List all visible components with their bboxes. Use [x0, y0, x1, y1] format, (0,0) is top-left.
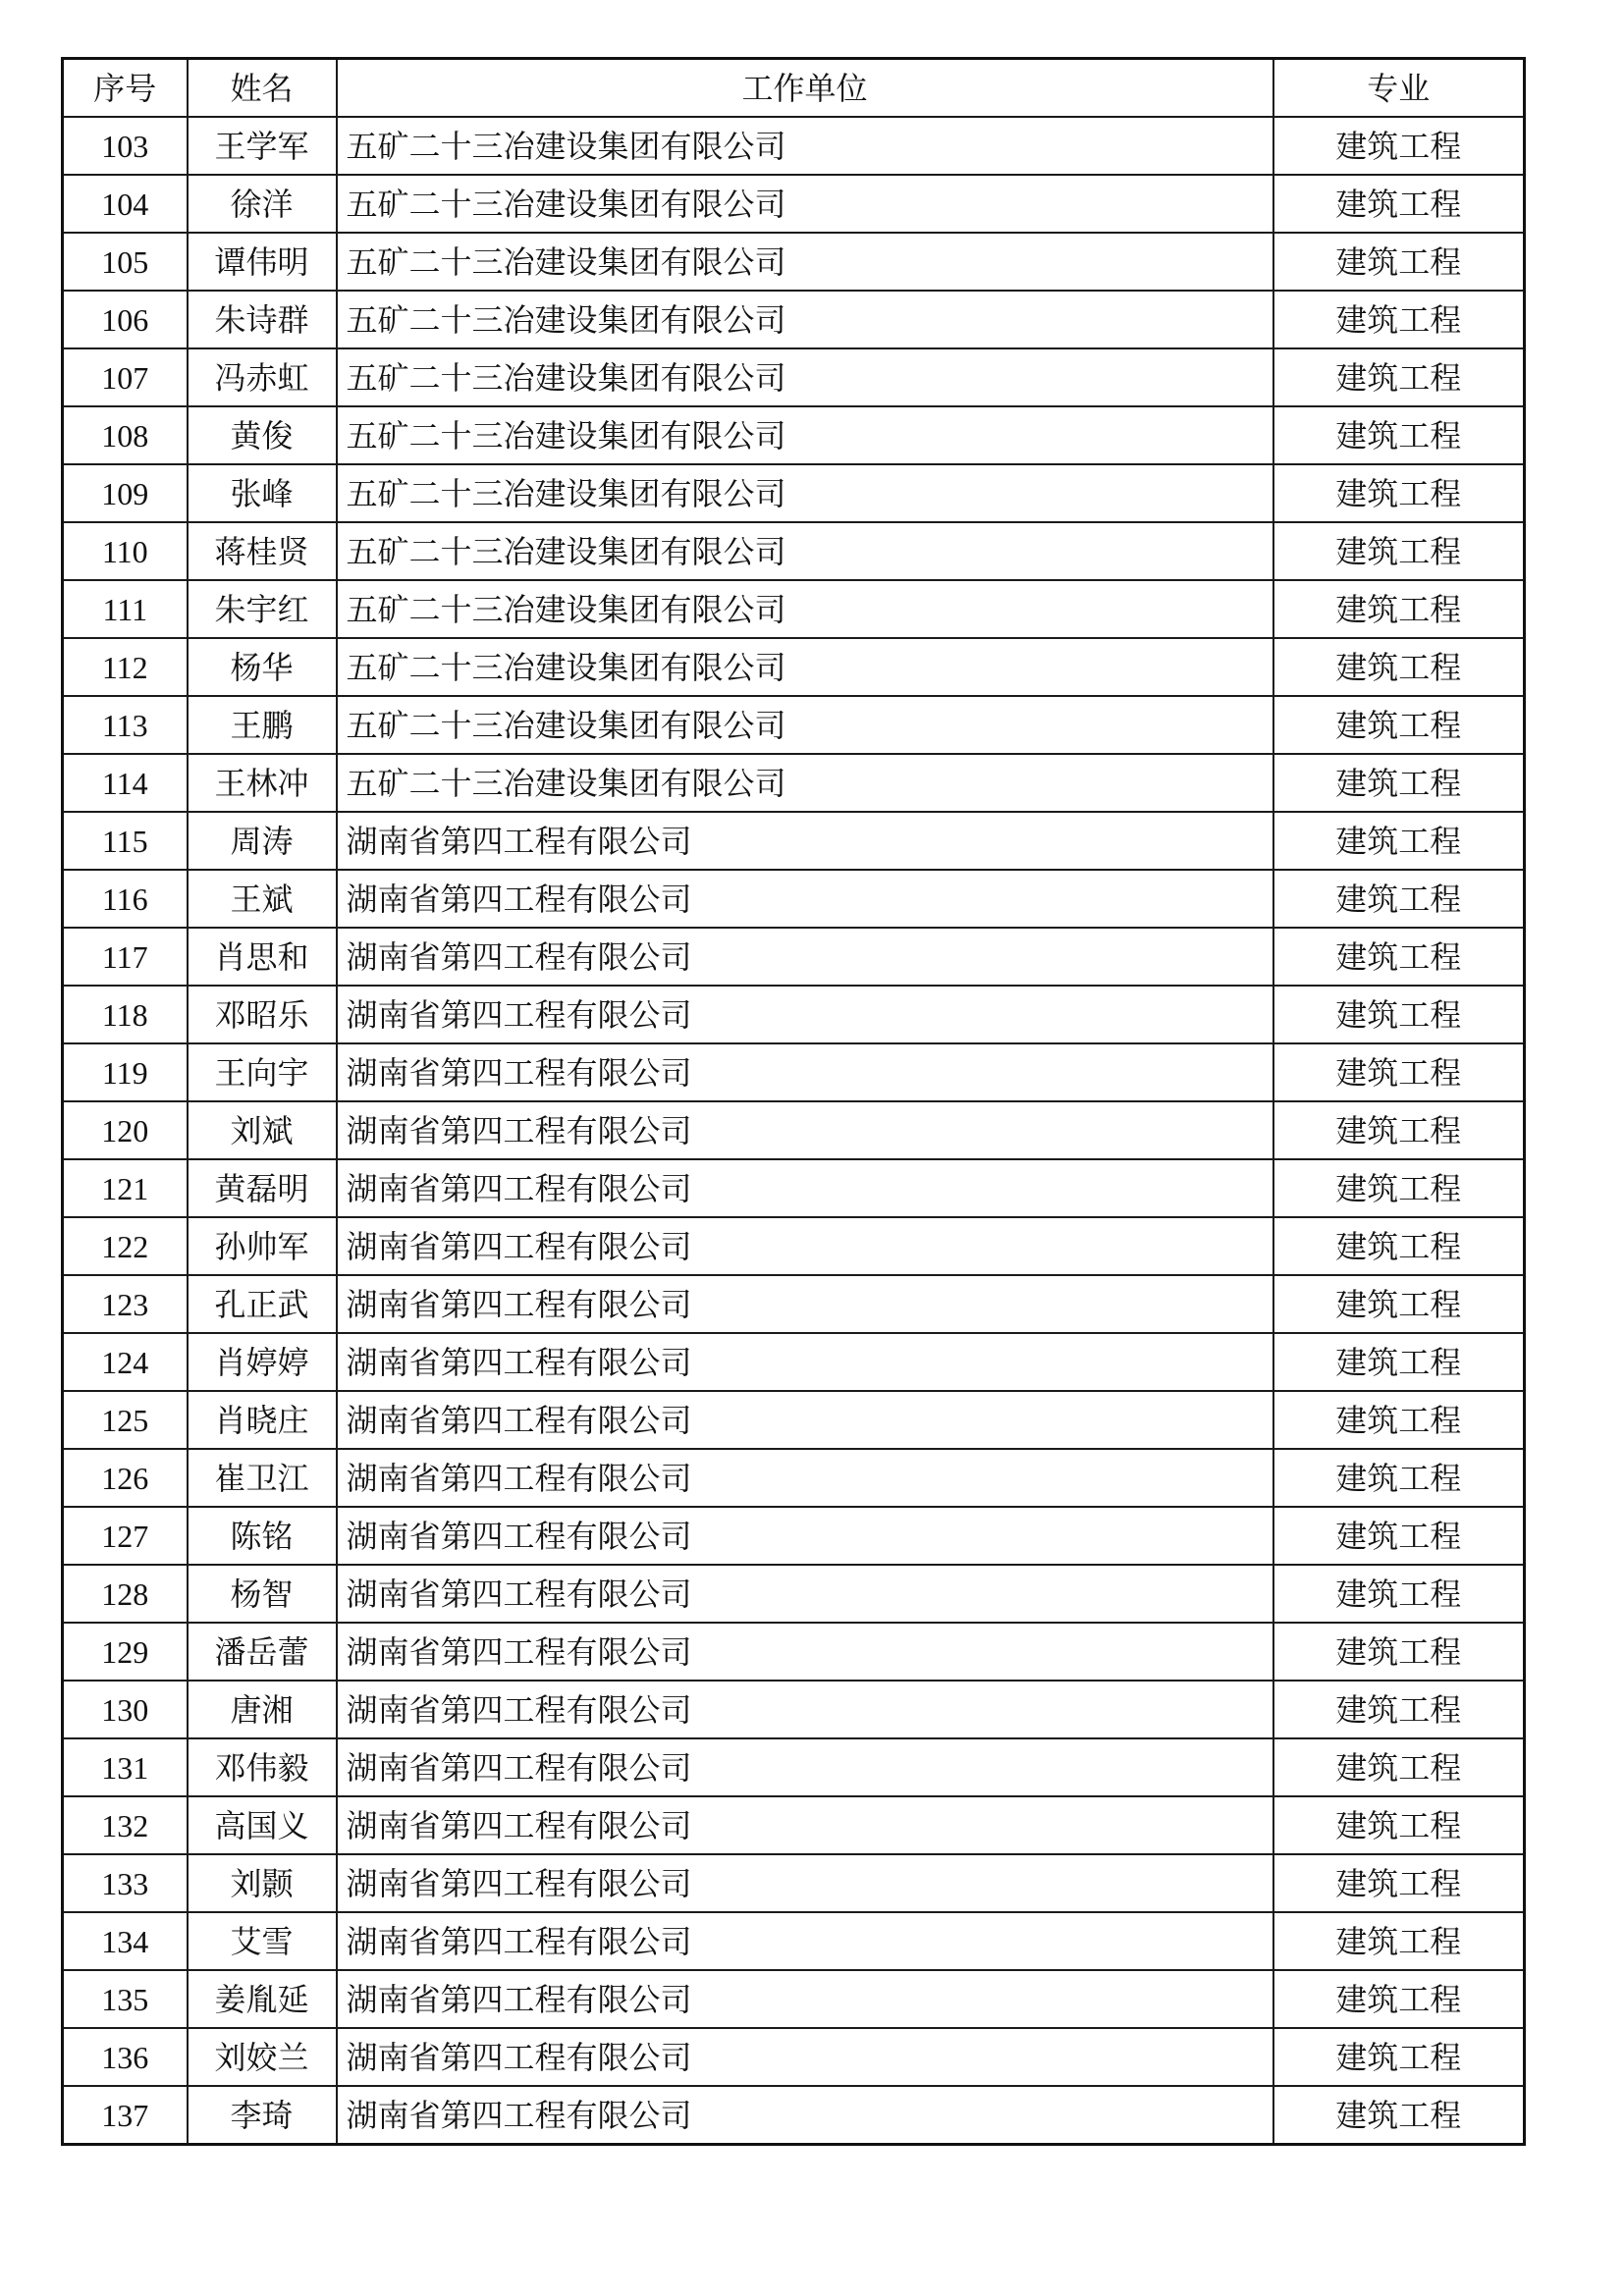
cell-name: 艾雪: [188, 1912, 337, 1970]
cell-serial-number: 110: [63, 522, 188, 580]
cell-serial-number: 106: [63, 291, 188, 348]
cell-work-unit: 五矿二十三冶建设集团有限公司: [337, 233, 1273, 291]
cell-work-unit: 湖南省第四工程有限公司: [337, 1449, 1273, 1507]
cell-work-unit: 湖南省第四工程有限公司: [337, 812, 1273, 870]
cell-work-unit: 湖南省第四工程有限公司: [337, 1854, 1273, 1912]
cell-name: 肖思和: [188, 928, 337, 986]
header-major: 专业: [1273, 59, 1525, 118]
table-row: [63, 1333, 1525, 1391]
cell-name: 崔卫江: [188, 1449, 337, 1507]
table-row: [63, 986, 1525, 1043]
table-row: [63, 522, 1525, 580]
cell-name: 王向宇: [188, 1043, 337, 1101]
cell-name: 姜胤延: [188, 1970, 337, 2028]
table-row: [63, 1275, 1525, 1333]
cell-serial-number: 129: [63, 1623, 188, 1681]
header-serial-number: 序号: [63, 59, 188, 118]
cell-serial-number: 135: [63, 1970, 188, 2028]
table-row: [63, 580, 1525, 638]
cell-name: 张峰: [188, 464, 337, 522]
cell-name: 高国义: [188, 1796, 337, 1854]
cell-name: 黄俊: [188, 406, 337, 464]
cell-major: 建筑工程: [1273, 754, 1525, 812]
cell-serial-number: 107: [63, 348, 188, 406]
cell-major: 建筑工程: [1273, 580, 1525, 638]
cell-serial-number: 136: [63, 2028, 188, 2086]
cell-serial-number: 130: [63, 1681, 188, 1738]
table-row: [63, 1159, 1525, 1217]
table-row: [63, 2086, 1525, 2145]
cell-major: 建筑工程: [1273, 175, 1525, 233]
cell-serial-number: 121: [63, 1159, 188, 1217]
cell-major: 建筑工程: [1273, 1043, 1525, 1101]
cell-major: 建筑工程: [1273, 1970, 1525, 2028]
cell-major: 建筑工程: [1273, 1333, 1525, 1391]
cell-work-unit: 湖南省第四工程有限公司: [337, 1043, 1273, 1101]
cell-major: 建筑工程: [1273, 696, 1525, 754]
cell-serial-number: 118: [63, 986, 188, 1043]
cell-major: 建筑工程: [1273, 117, 1525, 175]
table-row: [63, 696, 1525, 754]
cell-serial-number: 112: [63, 638, 188, 696]
cell-name: 孔正武: [188, 1275, 337, 1333]
cell-serial-number: 105: [63, 233, 188, 291]
cell-serial-number: 103: [63, 117, 188, 175]
cell-work-unit: 五矿二十三冶建设集团有限公司: [337, 754, 1273, 812]
cell-work-unit: 五矿二十三冶建设集团有限公司: [337, 348, 1273, 406]
cell-serial-number: 128: [63, 1565, 188, 1623]
cell-serial-number: 119: [63, 1043, 188, 1101]
cell-major: 建筑工程: [1273, 1159, 1525, 1217]
cell-name: 王鹏: [188, 696, 337, 754]
cell-serial-number: 116: [63, 870, 188, 928]
cell-name: 王林冲: [188, 754, 337, 812]
cell-name: 谭伟明: [188, 233, 337, 291]
cell-major: 建筑工程: [1273, 1623, 1525, 1681]
cell-work-unit: 湖南省第四工程有限公司: [337, 2028, 1273, 2086]
cell-major: 建筑工程: [1273, 1681, 1525, 1738]
cell-serial-number: 131: [63, 1738, 188, 1796]
cell-name: 黄磊明: [188, 1159, 337, 1217]
cell-name: 邓伟毅: [188, 1738, 337, 1796]
cell-serial-number: 122: [63, 1217, 188, 1275]
cell-major: 建筑工程: [1273, 406, 1525, 464]
cell-name: 邓昭乐: [188, 986, 337, 1043]
table-row: [63, 291, 1525, 348]
cell-work-unit: 湖南省第四工程有限公司: [337, 1391, 1273, 1449]
cell-work-unit: 湖南省第四工程有限公司: [337, 1970, 1273, 2028]
cell-serial-number: 117: [63, 928, 188, 986]
cell-work-unit: 五矿二十三冶建设集团有限公司: [337, 291, 1273, 348]
cell-major: 建筑工程: [1273, 1217, 1525, 1275]
cell-serial-number: 127: [63, 1507, 188, 1565]
cell-work-unit: 湖南省第四工程有限公司: [337, 1681, 1273, 1738]
cell-major: 建筑工程: [1273, 870, 1525, 928]
cell-work-unit: 湖南省第四工程有限公司: [337, 1623, 1273, 1681]
cell-work-unit: 五矿二十三冶建设集团有限公司: [337, 406, 1273, 464]
cell-serial-number: 137: [63, 2086, 188, 2145]
cell-work-unit: 五矿二十三冶建设集团有限公司: [337, 117, 1273, 175]
cell-work-unit: 湖南省第四工程有限公司: [337, 928, 1273, 986]
table-row: [63, 2028, 1525, 2086]
table-row: [63, 1043, 1525, 1101]
cell-serial-number: 113: [63, 696, 188, 754]
cell-work-unit: 湖南省第四工程有限公司: [337, 1738, 1273, 1796]
cell-major: 建筑工程: [1273, 522, 1525, 580]
cell-serial-number: 133: [63, 1854, 188, 1912]
cell-major: 建筑工程: [1273, 1565, 1525, 1623]
cell-work-unit: 五矿二十三冶建设集团有限公司: [337, 580, 1273, 638]
table-row: [63, 812, 1525, 870]
cell-major: 建筑工程: [1273, 1912, 1525, 1970]
cell-name: 李琦: [188, 2086, 337, 2145]
cell-name: 蒋桂贤: [188, 522, 337, 580]
cell-name: 杨华: [188, 638, 337, 696]
cell-name: 周涛: [188, 812, 337, 870]
cell-name: 肖婷婷: [188, 1333, 337, 1391]
cell-serial-number: 125: [63, 1391, 188, 1449]
cell-work-unit: 湖南省第四工程有限公司: [337, 2086, 1273, 2145]
cell-major: 建筑工程: [1273, 2086, 1525, 2145]
cell-name: 朱诗群: [188, 291, 337, 348]
header-work-unit: 工作单位: [337, 59, 1273, 118]
table-row: [63, 1217, 1525, 1275]
table-row: [63, 1623, 1525, 1681]
table-body: [63, 117, 1525, 2145]
cell-name: 朱宇红: [188, 580, 337, 638]
cell-work-unit: 五矿二十三冶建设集团有限公司: [337, 464, 1273, 522]
cell-work-unit: 湖南省第四工程有限公司: [337, 1565, 1273, 1623]
cell-major: 建筑工程: [1273, 1391, 1525, 1449]
header-name: 姓名: [188, 59, 337, 118]
table-row: [63, 1391, 1525, 1449]
cell-name: 肖晓庄: [188, 1391, 337, 1449]
roster-table: [61, 57, 1526, 2146]
cell-name: 刘姣兰: [188, 2028, 337, 2086]
cell-work-unit: 湖南省第四工程有限公司: [337, 1333, 1273, 1391]
cell-name: 陈铭: [188, 1507, 337, 1565]
cell-serial-number: 108: [63, 406, 188, 464]
cell-serial-number: 132: [63, 1796, 188, 1854]
cell-work-unit: 湖南省第四工程有限公司: [337, 1912, 1273, 1970]
table-header-row: [63, 59, 1525, 118]
cell-serial-number: 111: [63, 580, 188, 638]
cell-major: 建筑工程: [1273, 1854, 1525, 1912]
table-row: [63, 1796, 1525, 1854]
table-row: [63, 638, 1525, 696]
cell-name: 冯赤虹: [188, 348, 337, 406]
cell-major: 建筑工程: [1273, 638, 1525, 696]
table-row: [63, 1565, 1525, 1623]
cell-serial-number: 114: [63, 754, 188, 812]
cell-major: 建筑工程: [1273, 1449, 1525, 1507]
cell-work-unit: 湖南省第四工程有限公司: [337, 1507, 1273, 1565]
cell-work-unit: 五矿二十三冶建设集团有限公司: [337, 696, 1273, 754]
table-row: [63, 1854, 1525, 1912]
table-row: [63, 1912, 1525, 1970]
table-row: [63, 1970, 1525, 2028]
cell-major: 建筑工程: [1273, 928, 1525, 986]
cell-work-unit: 五矿二十三冶建设集团有限公司: [337, 522, 1273, 580]
cell-name: 唐湘: [188, 1681, 337, 1738]
cell-serial-number: 104: [63, 175, 188, 233]
cell-work-unit: 湖南省第四工程有限公司: [337, 986, 1273, 1043]
table-row: [63, 1101, 1525, 1159]
cell-major: 建筑工程: [1273, 348, 1525, 406]
cell-serial-number: 115: [63, 812, 188, 870]
table-row: [63, 754, 1525, 812]
table-row: [63, 870, 1525, 928]
cell-serial-number: 123: [63, 1275, 188, 1333]
cell-major: 建筑工程: [1273, 233, 1525, 291]
cell-work-unit: 湖南省第四工程有限公司: [337, 1217, 1273, 1275]
cell-name: 刘斌: [188, 1101, 337, 1159]
cell-work-unit: 湖南省第四工程有限公司: [337, 1275, 1273, 1333]
cell-serial-number: 126: [63, 1449, 188, 1507]
cell-name: 刘颢: [188, 1854, 337, 1912]
cell-major: 建筑工程: [1273, 812, 1525, 870]
cell-work-unit: 湖南省第四工程有限公司: [337, 1159, 1273, 1217]
cell-major: 建筑工程: [1273, 291, 1525, 348]
cell-major: 建筑工程: [1273, 1101, 1525, 1159]
cell-major: 建筑工程: [1273, 1507, 1525, 1565]
cell-major: 建筑工程: [1273, 986, 1525, 1043]
cell-serial-number: 120: [63, 1101, 188, 1159]
cell-name: 徐洋: [188, 175, 337, 233]
table-row: [63, 406, 1525, 464]
cell-name: 王学军: [188, 117, 337, 175]
table-row: [63, 117, 1525, 175]
table-row: [63, 464, 1525, 522]
table-row: [63, 1738, 1525, 1796]
cell-major: 建筑工程: [1273, 1738, 1525, 1796]
cell-name: 孙帅军: [188, 1217, 337, 1275]
table-row: [63, 348, 1525, 406]
cell-work-unit: 湖南省第四工程有限公司: [337, 1796, 1273, 1854]
cell-serial-number: 109: [63, 464, 188, 522]
cell-name: 王斌: [188, 870, 337, 928]
table-row: [63, 1507, 1525, 1565]
cell-work-unit: 五矿二十三冶建设集团有限公司: [337, 638, 1273, 696]
table-row: [63, 1449, 1525, 1507]
cell-name: 潘岳蕾: [188, 1623, 337, 1681]
cell-major: 建筑工程: [1273, 1796, 1525, 1854]
cell-work-unit: 湖南省第四工程有限公司: [337, 870, 1273, 928]
table-row: [63, 928, 1525, 986]
cell-serial-number: 124: [63, 1333, 188, 1391]
table-row: [63, 1681, 1525, 1738]
cell-serial-number: 134: [63, 1912, 188, 1970]
cell-name: 杨智: [188, 1565, 337, 1623]
cell-major: 建筑工程: [1273, 1275, 1525, 1333]
cell-major: 建筑工程: [1273, 2028, 1525, 2086]
table-row: [63, 175, 1525, 233]
cell-work-unit: 五矿二十三冶建设集团有限公司: [337, 175, 1273, 233]
cell-work-unit: 湖南省第四工程有限公司: [337, 1101, 1273, 1159]
table-row: [63, 233, 1525, 291]
cell-major: 建筑工程: [1273, 464, 1525, 522]
